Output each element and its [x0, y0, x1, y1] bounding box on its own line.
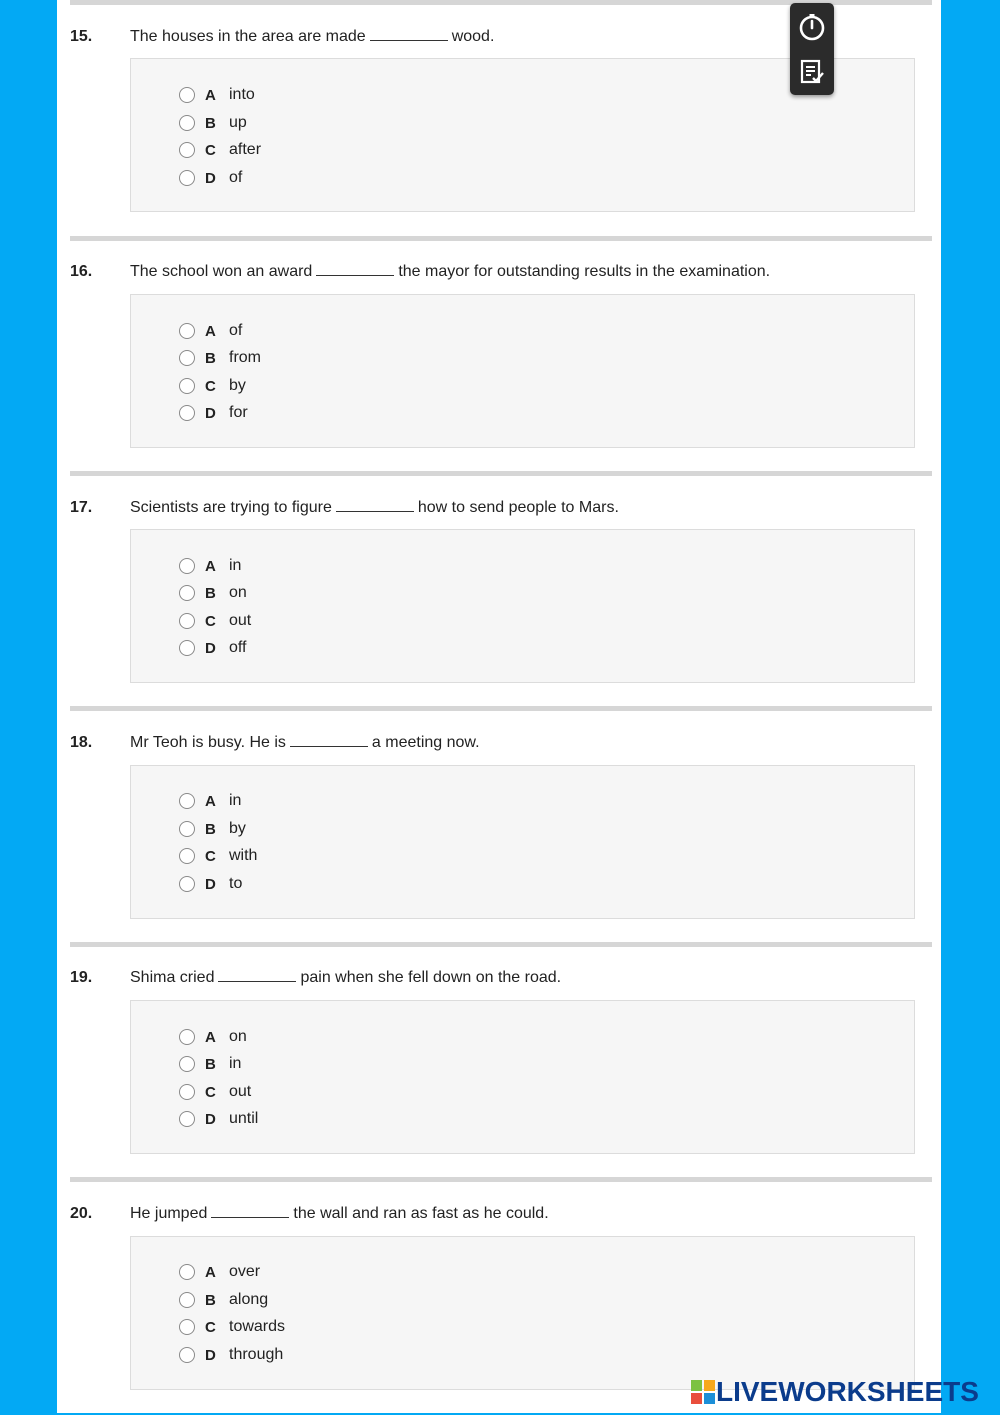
option-a[interactable]: [179, 555, 241, 577]
radio-button[interactable]: [179, 793, 195, 809]
option-letter: C: [205, 141, 216, 159]
question-number: 16.: [70, 263, 93, 280]
radio-button[interactable]: [179, 821, 195, 837]
option-text: with: [229, 847, 258, 864]
option-text: of: [229, 169, 243, 186]
radio-button[interactable]: [179, 378, 195, 394]
option-letter: C: [205, 612, 216, 630]
option-c[interactable]: [179, 610, 251, 632]
option-letter: B: [205, 114, 216, 132]
option-d[interactable]: [179, 873, 242, 895]
liveworksheets-logo-icon: [690, 1379, 716, 1405]
option-d[interactable]: [179, 167, 242, 189]
radio-button[interactable]: [179, 405, 195, 421]
answer-blank: [290, 745, 368, 747]
option-text: after: [229, 141, 262, 158]
option-text: on: [229, 584, 247, 601]
radio-button[interactable]: [179, 115, 195, 131]
option-letter: A: [205, 322, 216, 340]
option-letter: A: [205, 1263, 216, 1281]
radio-button[interactable]: [179, 1029, 195, 1045]
option-text: of: [229, 322, 243, 339]
radio-button[interactable]: [179, 87, 195, 103]
option-text: in: [229, 557, 242, 574]
option-text: for: [229, 404, 248, 421]
option-text: into: [229, 86, 255, 103]
radio-button[interactable]: [179, 848, 195, 864]
answer-blank: [370, 39, 448, 41]
option-a[interactable]: [179, 1261, 260, 1283]
question-text-after: the wall and ran as fast as he could.: [293, 1205, 549, 1222]
timer-button[interactable]: [790, 5, 834, 49]
question-text-before: The houses in the area are made: [130, 28, 366, 45]
question-text-after: the mayor for outstanding results in the examination.: [398, 263, 771, 280]
radio-button[interactable]: [179, 1084, 195, 1100]
option-text: towards: [229, 1318, 286, 1335]
option-text: through: [229, 1346, 284, 1363]
option-c[interactable]: [179, 1316, 285, 1338]
question-number: 18.: [70, 734, 93, 751]
radio-button[interactable]: [179, 640, 195, 656]
question-text-after: pain when she fell down on the road.: [300, 969, 562, 986]
section-divider: [70, 706, 932, 711]
question-text-after: how to send people to Mars.: [417, 499, 619, 516]
question-number: 17.: [70, 499, 93, 516]
option-text: along: [229, 1291, 269, 1308]
radio-button[interactable]: [179, 613, 195, 629]
option-letter: C: [205, 377, 216, 395]
option-text: by: [229, 820, 246, 837]
option-text: from: [229, 349, 261, 366]
radio-button[interactable]: [179, 170, 195, 186]
option-text: on: [229, 1028, 247, 1045]
question-text-before: He jumped: [130, 1205, 208, 1222]
answer-blank: [211, 1216, 289, 1218]
option-c[interactable]: [179, 845, 257, 867]
question-text-before: Shima cried: [130, 969, 215, 986]
question-text: [130, 28, 494, 46]
liveworksheets-logo: [690, 1375, 979, 1409]
radio-button[interactable]: [179, 1111, 195, 1127]
stopwatch-icon: [797, 12, 827, 42]
question-text: [130, 969, 561, 987]
option-letter: A: [205, 1028, 216, 1046]
option-letter: B: [205, 584, 216, 602]
option-letter: D: [205, 1346, 216, 1364]
option-b[interactable]: [179, 112, 247, 134]
option-a[interactable]: [179, 1026, 247, 1048]
option-letter: D: [205, 875, 216, 893]
option-letter: D: [205, 1110, 216, 1128]
options-box: [130, 529, 915, 683]
option-letter: D: [205, 639, 216, 657]
radio-button[interactable]: [179, 1292, 195, 1308]
section-divider: [70, 236, 932, 241]
option-d[interactable]: [179, 637, 247, 659]
options-box: [130, 1236, 915, 1390]
option-text: in: [229, 1055, 242, 1072]
option-letter: C: [205, 1318, 216, 1336]
options-box: [130, 765, 915, 919]
radio-button[interactable]: [179, 323, 195, 339]
radio-button[interactable]: [179, 1056, 195, 1072]
question-text-before: The school won an award: [130, 263, 313, 280]
question-text-before: Scientists are trying to figure: [130, 499, 332, 516]
answer-blank: [316, 274, 394, 276]
question-text: [130, 263, 770, 281]
option-text: by: [229, 377, 246, 394]
option-d[interactable]: [179, 402, 248, 424]
section-divider: [70, 1177, 932, 1182]
option-letter: D: [205, 404, 216, 422]
radio-button[interactable]: [179, 1347, 195, 1363]
question-text: [130, 499, 619, 517]
options-box: [130, 294, 915, 448]
option-c[interactable]: [179, 139, 261, 161]
radio-button[interactable]: [179, 876, 195, 892]
question-text-after: wood.: [451, 28, 495, 45]
option-text: over: [229, 1263, 261, 1280]
option-text: out: [229, 1083, 252, 1100]
option-text: in: [229, 792, 242, 809]
option-b[interactable]: [179, 582, 247, 604]
question-text-after: a meeting now.: [371, 734, 480, 751]
section-divider: [70, 471, 932, 476]
option-letter: C: [205, 847, 216, 865]
radio-button[interactable]: [179, 1319, 195, 1335]
answers-button[interactable]: [790, 50, 834, 94]
radio-button[interactable]: [179, 350, 195, 366]
floating-toolbar: [790, 3, 834, 95]
option-letter: D: [205, 169, 216, 187]
radio-button[interactable]: [179, 1264, 195, 1280]
option-letter: B: [205, 349, 216, 367]
option-letter: A: [205, 792, 216, 810]
radio-button[interactable]: [179, 558, 195, 574]
brand-name: LIVEWORKSHEETS: [716, 1376, 979, 1407]
answer-blank: [218, 980, 296, 982]
question-text-before: Mr Teoh is busy. He is: [130, 734, 286, 751]
answer-blank: [336, 510, 414, 512]
option-letter: C: [205, 1083, 216, 1101]
question-number: 19.: [70, 969, 93, 986]
question-text: [130, 1205, 549, 1223]
checklist-icon: [797, 57, 827, 87]
option-text: until: [229, 1110, 259, 1127]
option-text: off: [229, 639, 247, 656]
option-text: up: [229, 114, 247, 131]
option-a[interactable]: [179, 320, 242, 342]
radio-button[interactable]: [179, 142, 195, 158]
question-number: 20.: [70, 1205, 93, 1222]
option-b[interactable]: [179, 818, 246, 840]
option-a[interactable]: [179, 790, 241, 812]
option-a[interactable]: [179, 84, 255, 106]
option-b[interactable]: [179, 347, 261, 369]
question-number: 15.: [70, 28, 93, 45]
option-text: out: [229, 612, 252, 629]
option-letter: B: [205, 1291, 216, 1309]
question-text: [130, 734, 480, 752]
option-letter: B: [205, 1055, 216, 1073]
option-b[interactable]: [179, 1289, 268, 1311]
radio-button[interactable]: [179, 585, 195, 601]
option-b[interactable]: [179, 1053, 241, 1075]
option-letter: B: [205, 820, 216, 838]
option-letter: A: [205, 86, 216, 104]
option-text: to: [229, 875, 243, 892]
option-c[interactable]: [179, 1081, 251, 1103]
option-d[interactable]: [179, 1344, 283, 1366]
option-c[interactable]: [179, 375, 246, 397]
options-box: [130, 1000, 915, 1154]
section-divider: [70, 942, 932, 947]
option-d[interactable]: [179, 1108, 258, 1130]
option-letter: A: [205, 557, 216, 575]
